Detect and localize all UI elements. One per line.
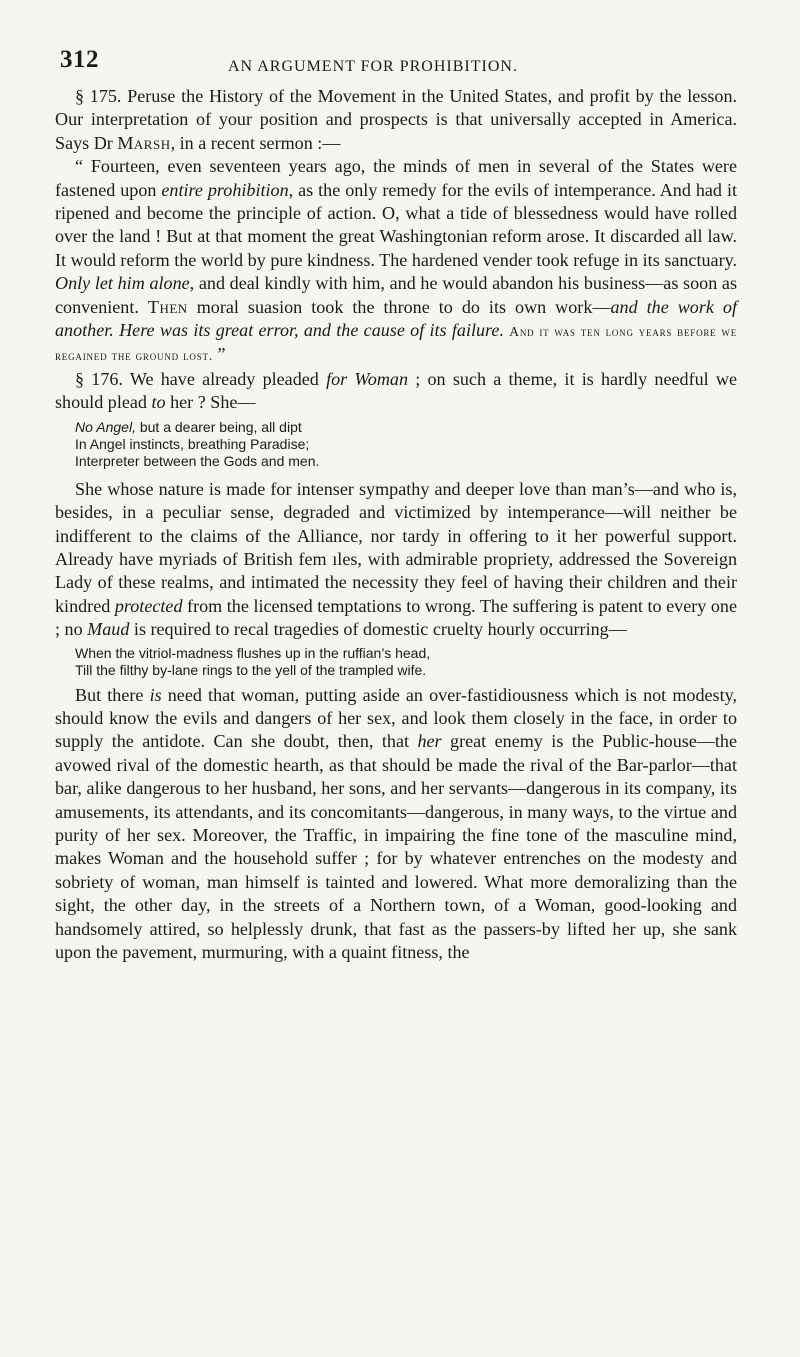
- section-marker-176: § 176.: [75, 368, 123, 389]
- verse-quotation-vitriol: [55, 645, 737, 679]
- verse-line: Till the filthy by-lane rings to the yell of the trampled wife.: [75, 661, 427, 678]
- paragraph-woman-nature: She whose nature is made for intenser sympathy and deeper love than man’s—and who is, besides, in a peculiar sense, degraded and victimized by intemperance—will neither be indifferent to the claims of the Alliance, nor tardy in offering to it her powerful support. Already have myriads of British fem ıles, with admirable propriety, addressed the Sovereign Lady of these realms, and intimated the necessity they feel of having their children and their kindred protected from the licensed temptations to wrong. The suffering is patent to every one ; no Maud is required to recal tragedies of domestic cruelty hourly occurring—: [55, 478, 737, 640]
- page-number: 312: [60, 46, 99, 73]
- quotation-paragraph: “ Fourteen, even seventeen years ago, the minds of men in several of the States were fastened upon entire prohibition, as the only remedy for the evils of intemperance. And had it ripened and become the principle of action. O, what a tide of blessedness would have rolled over the land ! But at that moment the great Washingtonian reform arose. It discarded all law. It would reform the world by pure kindness. The hardened vender took refuge in its sanctuary. Only let him alone, and deal kindly with him, and he would abandon his business—as soon as convenient. Then moral suasion took the throne to do its own work—and the work of another. Here was its great error, and the cause of its failure. And it was ten long years before we regained the ground lost. ”: [55, 156, 738, 365]
- verse-line: Interpreter between the Gods and men.: [75, 452, 320, 469]
- running-head: AN ARGUMENT FOR PROHIBITION.: [228, 58, 518, 75]
- verse-line: When the vitriol-madness flushes up in the ruffian’s head,: [75, 644, 431, 661]
- verse-quotation-angel: [55, 419, 737, 470]
- paragraph-public-house: But there is need that woman, putting aside an over-fastidiousness which is not modesty, should know the evils and dangers of her sex, and look them closely in the face, in order to supply the antidote. Can she doubt, then, that her great enemy is the Public-house—the avowed rival of the domestic hearth, as that should be made the rival of the Bar-parlor—that bar, alike dangerous to her husband, her sons, and her servants—dangerous in its company, its amusements, its attendants, and its concomitants—dangerous, in many ways, to the virtue and purity of her sex. Moreover, the Traffic, in impairing the fine tone of the masculine mind, makes Woman and the household suffer ; for by whatever entrenches on the modesty and sobriety of woman, man himself is tainted and lowered. What more demoralizing than the sight, the other day, in the streets of a Northern town, of a Woman, good-looking and handsomely attired, so helplessly drunk, that fast as the passers-by lifted her up, she sank upon the pavement, murmuring, with a quaint fitness, the: [55, 684, 738, 962]
- verse-line: No Angel, but a dearer being, all dipt: [75, 418, 302, 435]
- paragraph-176: § 176. We have already pleaded for Woman ; on such a theme, it is hardly needful we should plead to her ? She—: [55, 368, 738, 413]
- verse-line: In Angel instincts, breathing Paradise;: [75, 435, 310, 452]
- section-marker-175: § 175.: [75, 86, 122, 106]
- author-name: Marsh: [117, 132, 171, 153]
- page-header: [60, 46, 740, 86]
- paragraph-175: § 175. Peruse the History of the Movement in the United States, and profit by the lesson. Our interpretation of your position and prospects is that universally accepted in America. Says Dr Marsh, in a recent sermon :—: [55, 86, 738, 153]
- body-text: [55, 85, 737, 964]
